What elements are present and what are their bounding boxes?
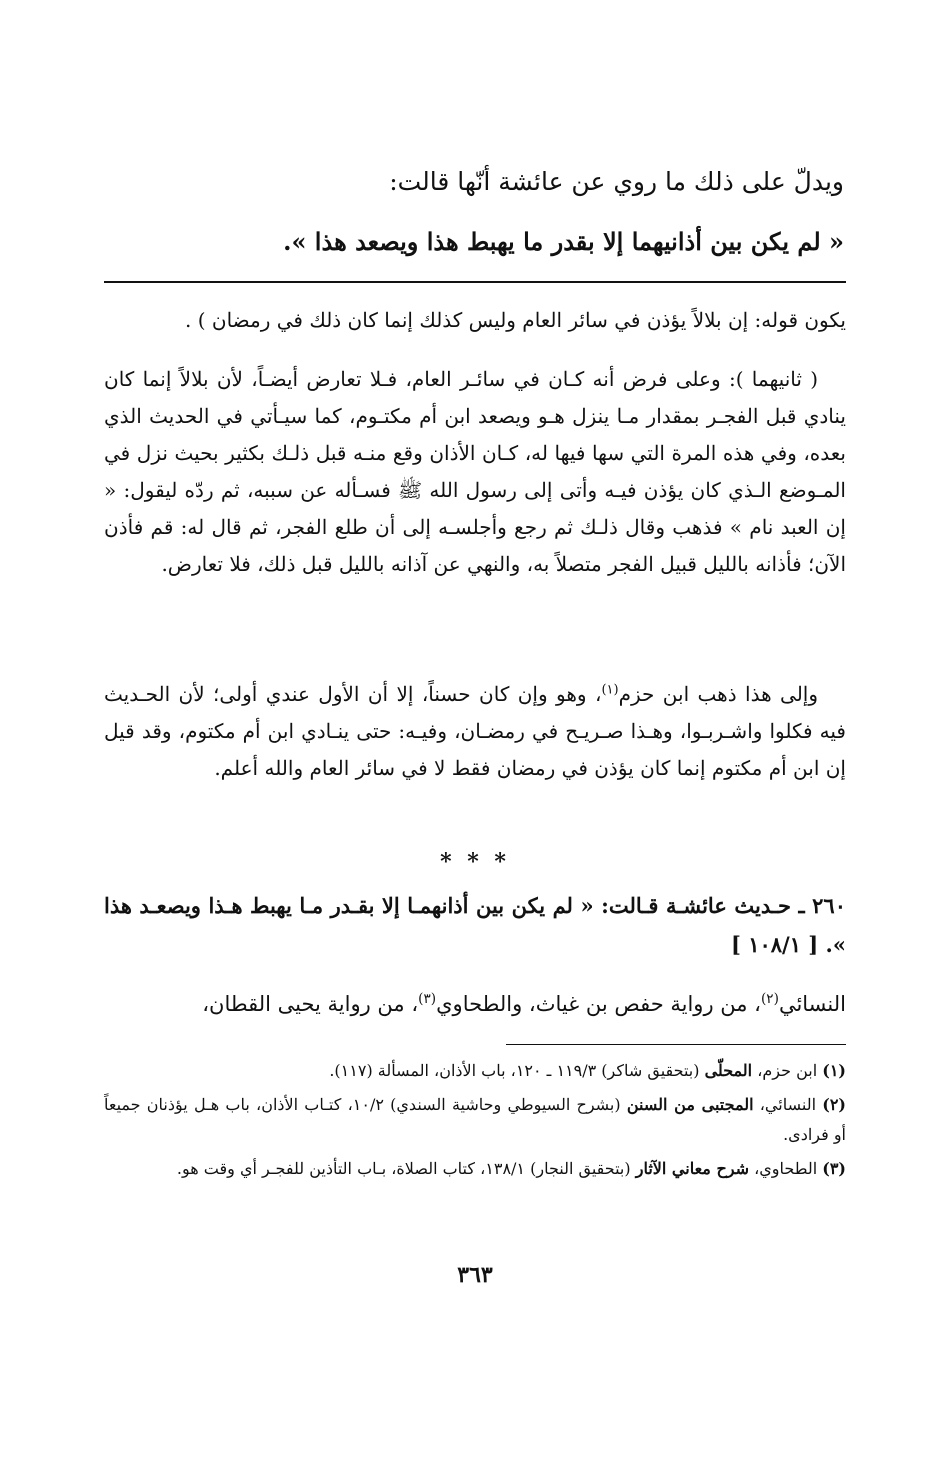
footnote-1-number: (١) — [822, 1061, 846, 1080]
footnote-ref-1: (١) — [601, 682, 619, 698]
footnote-ref-3: (٣) — [418, 991, 437, 1007]
footnote-3-rest: (بتحقيق النجار) ١٣٨/١، كتاب الصلاة، بـاب التأذين للفجـر أي وقت هو. — [176, 1159, 631, 1178]
paragraph-2-lead: ( ثانيهما ): — [728, 367, 819, 391]
paragraph-1 — [104, 302, 846, 339]
paragraph-3 — [104, 676, 846, 787]
quote-text: « لم يكن بين أذانيهما إلا بقدر ما يهبط هذا ويصعد هذا ». — [283, 227, 844, 256]
hadith-heading: ٢٦٠ ـ حـديث عائشـة قـالت: « لم يكن بين أذانهمـا إلا بقـدر مـا يهبط هـذا ويصعـد هذا ». [ ١٠٨/١ ] — [104, 893, 846, 957]
footnote-1-author: ابن حزم، — [757, 1061, 818, 1080]
header-divider — [104, 281, 846, 283]
sources-line — [104, 986, 846, 1023]
sources-end: ، من رواية يحيى القطان، — [202, 992, 419, 1016]
footnote-3 — [104, 1154, 846, 1184]
section-separator: * * * — [440, 849, 510, 875]
sources-nasai: النسائي — [778, 992, 846, 1016]
footnote-2 — [104, 1090, 846, 1150]
footnote-3-title: شرح معاني الآثار — [635, 1159, 749, 1178]
footnote-2-title: المجتبى من السنن — [626, 1095, 754, 1114]
footnote-ref-2: (٢) — [760, 991, 779, 1007]
paragraph-3-text — [104, 676, 846, 787]
footnote-divider — [506, 1044, 846, 1045]
page-number: ٣٦٣ — [457, 1262, 493, 1288]
quote-intro: ويدلّ على ذلك ما روي عن عائشة أنّها قالت: — [389, 167, 844, 196]
footnote-1 — [104, 1056, 846, 1086]
footnote-2-rest: (بشرح السيوطي وحاشية السندي) ١٠/٢، كتـاب الأذان، باب هـل يؤذنان جميعاً أو فرادى. — [104, 1095, 846, 1144]
paragraph-1-text: يكون قوله: إن بلالاً يؤذن في سائر العام وليس كذلك إنما كان ذلك في رمضان ) . — [185, 308, 846, 332]
footnote-2-author: النسائي، — [759, 1095, 817, 1114]
footnotes — [104, 1056, 846, 1188]
footnote-2-number: (٢) — [822, 1095, 846, 1114]
paragraph-2 — [104, 361, 846, 583]
footnote-1-rest: (بتحقيق شاكر) ١١٩/٣ ـ ١٢٠، باب الأذان، المسألة (١١٧). — [329, 1061, 700, 1080]
paragraph-2-body: وعلى فرض أنه كـان في سائـر العام، فـلا تعارض أيضـاً، لأن بلالاً إنما كان ينادي قبل الفجـر بمقدار مـا ينزل هـو ويصعد ابن أم مكتـوم، كما سيـأتي في الحديث الذي بعده، وفي هذه المرة التي سها فيها له، كـان الأذان وقع منـه قبل ذلـك بكثير بحيث نزل في المـوضع الـذي كان يؤذن فيـه وأتى إلى رسول الله ﷺ فسـأله عن سببه، ثم ردّه ليقول: « إن العبد نام » فذهب وقال ذلـك ثم رجع وأجلسـه إلى أن طلع الفجر، ثم قال له: قم فأذن الآن؛ فأذانه بالليل قبيل الفجر متصلاً به، والنهي عن آذانه بالليل قبل ذلك، فلا تعارض. — [104, 367, 846, 576]
paragraph-2-text — [104, 361, 846, 583]
footnote-1-title: المحلّى — [704, 1061, 753, 1080]
paragraph-3-start: وإلى هذا ذهب ابن حزم — [618, 682, 819, 706]
footnote-3-number: (٣) — [822, 1159, 846, 1178]
paragraph-3-rest: ، وهو وإن كان حسناً، إلا أن الأول عندي أولى؛ لأن الحـديث فيه فكلوا واشـربـوا، وهـذا صـريـح في رمضـان، وفيـه: حتى ينـادي ابن أم مكتوم، وقد قيل إن ابن أم مكتوم إنما كان يؤذن في رمضان فقط لا في سائر العام والله أعلم. — [104, 682, 846, 780]
sources-middle: ، من رواية حفص بن غياث، والطحاوي — [436, 992, 761, 1016]
footnote-3-author: الطحاوي، — [754, 1159, 818, 1178]
